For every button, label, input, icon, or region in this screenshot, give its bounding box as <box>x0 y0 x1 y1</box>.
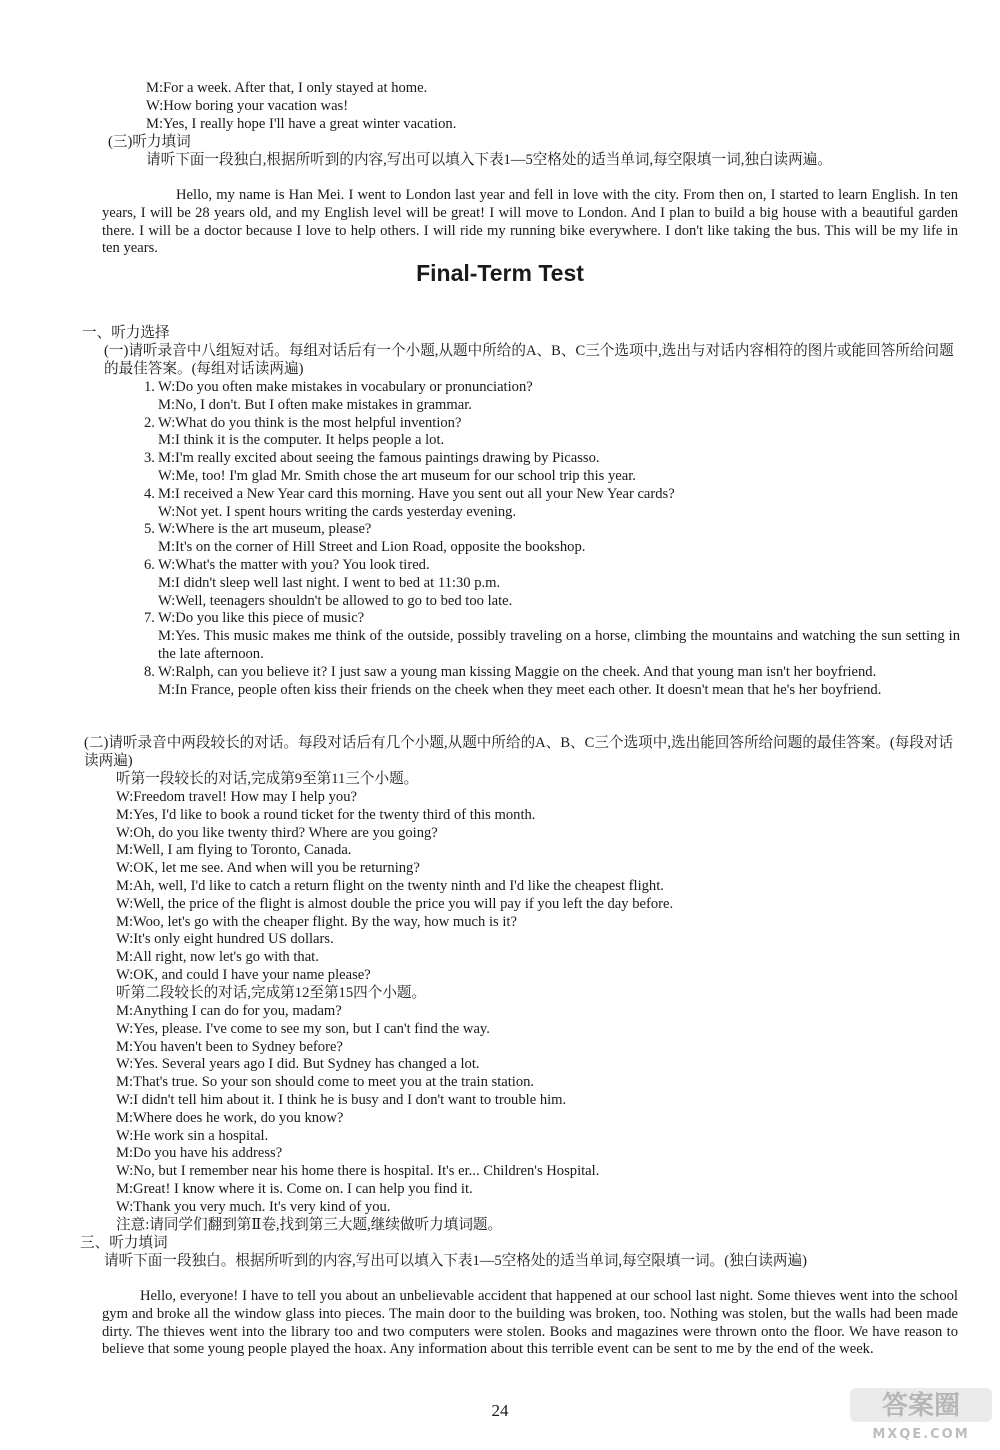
dialog-item <box>144 379 960 415</box>
dialog-item <box>144 450 960 486</box>
dialog-number: 2. <box>144 414 155 431</box>
previous-dialog-tail <box>146 80 956 133</box>
watermark-text-cn: 答案圈 <box>881 1391 961 1421</box>
dialog-line: M:For a week. After that, I only stayed at home. <box>146 80 428 96</box>
turn-page-note: 注意:请同学们翻到第Ⅱ卷,找到第三大题,继续做听力填词题。 <box>116 1217 503 1233</box>
dialog-line: M:I didn't sleep well last night. I went to bed at 11:30 p.m. <box>158 574 501 591</box>
part1-sec1-instruction: (一)请听录音中八组短对话。每组对话后有一个小题,从题中所给的A、B、C三个选项中,选出与对话内容相符的图片或能回答所给问题的最佳答案。(每组对话读两遍) <box>104 343 954 377</box>
dialog-line: W:OK, let me see. And when will you be returning? <box>116 860 420 877</box>
watermark-text-en: MXQE.COM <box>872 1427 970 1442</box>
dialog-line: M:It's on the corner of Hill Street and Lion Road, opposite the bookshop. <box>158 539 586 556</box>
dialog-line: W:Not yet. I spent hours writing the cards yesterday evening. <box>158 503 517 520</box>
page-title: Final-Term Test <box>416 260 584 286</box>
dialog-line: M:In France, people often kiss their friends on the cheek when they meet each other. It doesn't mean that he's her boyfriend. <box>158 681 882 698</box>
dialog-line: W:Yes, please. I've come to see my son, but I can't find the way. <box>116 1020 490 1037</box>
dialog-item <box>144 557 960 610</box>
dialog-line: M:I'm really excited about seeing the famous paintings drawing by Picasso. <box>158 450 600 467</box>
dialog-number: 8. <box>144 663 155 680</box>
part1-heading: 一、听力选择 <box>82 325 170 341</box>
dialog-line: W:Freedom travel! How may I help you? <box>116 789 357 805</box>
dialog-line: W:What do you think is the most helpful invention? <box>158 414 462 431</box>
watermark-logo-icon <box>848 1384 998 1444</box>
short-dialogs <box>144 379 960 699</box>
dialog-line: M:All right, now let's go with that. <box>116 949 319 966</box>
dialog-line: M:No, I don't. But I often make mistakes in grammar. <box>158 396 472 413</box>
dialog-item <box>144 610 960 663</box>
conversation1-intro: 听第一段较长的对话,完成第9至第11三个小题。 <box>116 771 419 787</box>
dialog-line: M:Woo, let's go with the cheaper flight. By the way, how much is it? <box>116 913 517 930</box>
dialog-line: W:Oh, do you like twenty third? Where are you going? <box>116 824 438 841</box>
conversation2 <box>116 1003 960 1217</box>
dialog-line: M:Great! I know where it is. Come on. I can help you find it. <box>116 1180 473 1197</box>
part3-instruction: 请听下面一段独白。根据所听到的内容,写出可以填入下表1—5空格处的适当单词,每空限填一词。(独白读两遍) <box>104 1253 807 1269</box>
dialog-line: M:Anything I can do for you, madam? <box>116 1003 342 1019</box>
dialog-number: 1. <box>144 379 155 395</box>
dialog-line: M:Well, I am flying to Toronto, Canada. <box>116 842 352 859</box>
dialog-line: W:No, but I remember near his home there is hospital. It's er... Children's Hospital. <box>116 1163 600 1180</box>
dialog-item <box>144 415 960 451</box>
dialog-line: M:Do you have his address? <box>116 1145 283 1162</box>
dialog-line: W:Ralph, can you believe it? I just saw a young man kissing Maggie on the cheek. And that young man isn't her boyfriend. <box>158 663 877 680</box>
dialog-line: M:You haven't been to Sydney before? <box>116 1038 343 1055</box>
dialog-line: W:Me, too! I'm glad Mr. Smith chose the art museum for our school trip this year. <box>158 467 636 484</box>
dialog-line: M:Where does he work, do you know? <box>116 1109 344 1126</box>
dialog-line: W:Do you often make mistakes in vocabulary or pronunciation? <box>158 379 533 395</box>
dialog-line: W:Well, teenagers shouldn't be allowed to go to bed too late. <box>158 592 513 609</box>
section-heading-fill-words: (三)听力填词 <box>108 134 191 150</box>
dialog-line: M:That's true. So your son should come to meet you at the train station. <box>116 1074 535 1091</box>
dialog-number: 6. <box>144 556 155 573</box>
dialog-line: M:Ah, well, I'd like to catch a return flight on the twenty ninth and I'd like the cheapest flight. <box>116 877 664 894</box>
dialog-line: M:Yes. This music makes me think of the outside, possibly traveling on a horse, climbing the mountains and watching the sun setting in the late afternoon. <box>158 628 960 662</box>
dialog-line: W:He work sin a hospital. <box>116 1127 269 1144</box>
dialog-line: W:Well, the price of the flight is almost double the price you will pay if you left the day before. <box>116 895 674 912</box>
dialog-line: W:What's the matter with you? You look tired. <box>158 556 430 573</box>
dialog-line: W:How boring your vacation was! <box>146 97 349 114</box>
dialog-number: 3. <box>144 450 155 467</box>
watermark-logo <box>848 1384 998 1444</box>
dialog-number: 4. <box>144 485 155 502</box>
dialog-line: W:It's only eight hundred US dollars. <box>116 931 334 948</box>
dialog-line: M:I received a New Year card this morning. Have you sent out all your New Year cards? <box>158 485 675 502</box>
dialog-line: M:Yes, I really hope I'll have a great winter vacation. <box>146 115 457 132</box>
conversation1 <box>116 789 960 985</box>
dialog-line: W:Do you like this piece of music? <box>158 610 365 627</box>
dialog-number: 7. <box>144 610 155 627</box>
dialog-number: 5. <box>144 521 155 538</box>
dialog-item <box>144 486 960 522</box>
instruction-fill-words: 请听下面一段独白,根据所听到的内容,写出可以填入下表1—5空格处的适当单词,每空限填一词,独白读两遍。 <box>146 152 832 168</box>
dialog-line: W:Where is the art museum, please? <box>158 521 372 538</box>
monologue-han-mei: Hello, my name is Han Mei. I went to London last year and fell in love with the city. From then on, I started to learn English. In ten years, I will be 28 years old, and my English level will be great! I will move to London. And I plan to build a big house with a beautiful garden there. I will be a doctor because I love to help others. I will ride my running bike everywhere. I don't like taking the bus. This will be my life in ten years. <box>102 187 958 257</box>
dialog-item <box>144 664 960 700</box>
dialog-line: M:Yes, I'd like to book a round ticket for the twenty third of this month. <box>116 806 536 823</box>
dialog-item <box>144 521 960 557</box>
part3-heading: 三、听力填词 <box>80 1235 168 1251</box>
part1-sec2-instruction: (二)请听录音中两段较长的对话。每段对话后有几个小题,从题中所给的A、B、C三个选项中,选出能回答所给问题的最佳答案。(每段对话读两遍) <box>84 735 954 769</box>
dialog-line: W:Thank you very much. It's very kind of you. <box>116 1198 391 1215</box>
monologue-school-accident: Hello, everyone! I have to tell you about an unbelievable accident that happened at our school last night. Some thieves went into the school gym and broke all the window glass into pieces. The main door to the building was broken, too. Nothing was stolen, but the walls had been made dirty. The thieves went into the library too and two computers were stolen. Books and magazines were thrown onto the floor. We have reason to believe that some young people played the hoax. Any information about this terrible event can be sent to me by the end of the week. <box>102 1288 958 1358</box>
dialog-line: W:Yes. Several years ago I did. But Sydney has changed a lot. <box>116 1056 480 1073</box>
dialog-line: W:OK, and could I have your name please? <box>116 966 371 983</box>
dialog-line: M:I think it is the computer. It helps people a lot. <box>158 432 445 449</box>
page-number: 24 <box>491 1401 509 1420</box>
conversation2-intro: 听第二段较长的对话,完成第12至第15四个小题。 <box>116 985 427 1001</box>
dialog-line: W:I didn't tell him about it. I think he is busy and I don't want to trouble him. <box>116 1091 567 1108</box>
